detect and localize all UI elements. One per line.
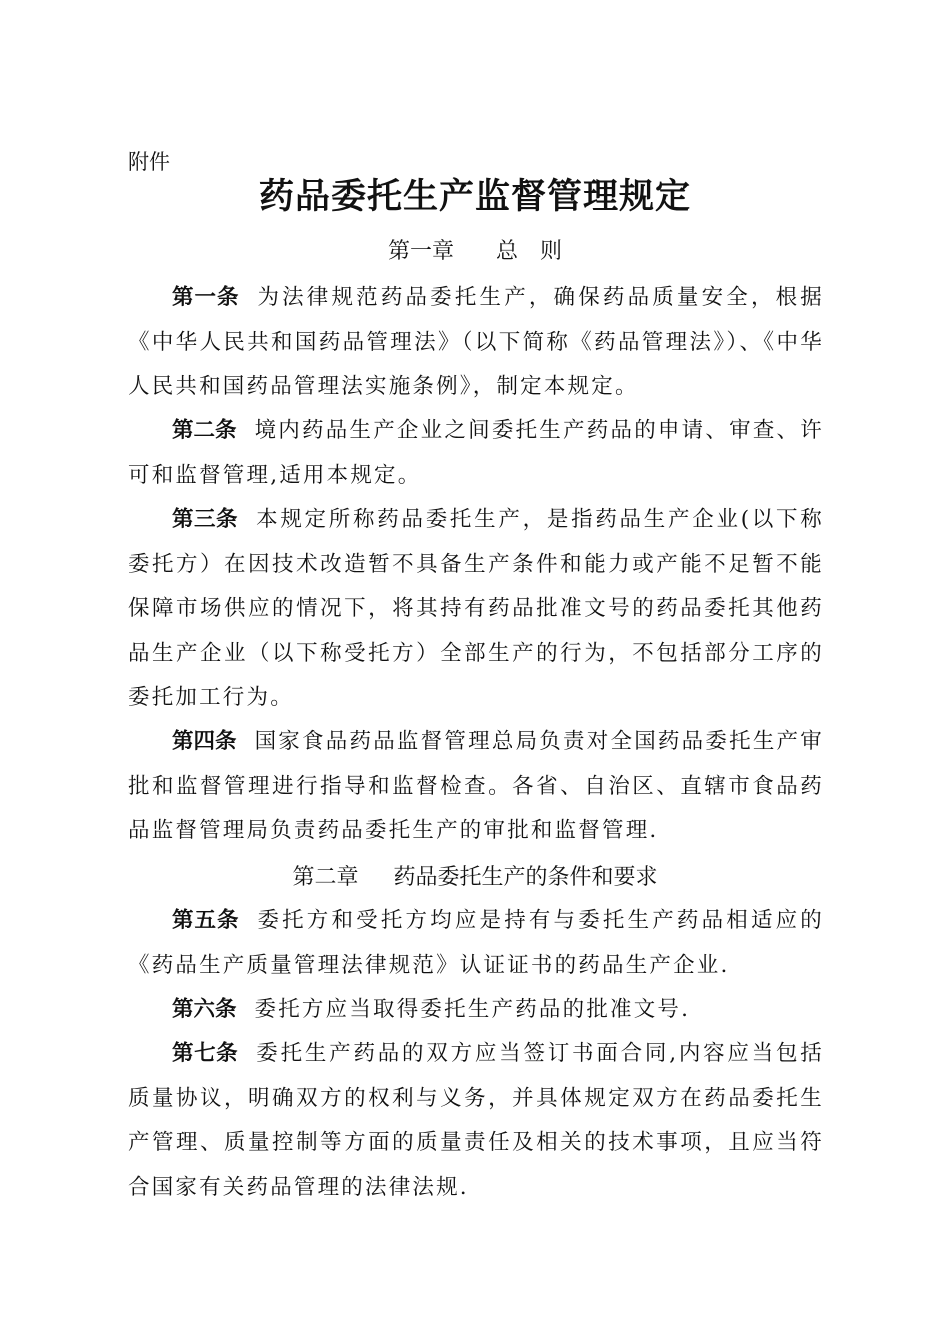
article — [128, 409, 824, 498]
attachment-label: 附件 — [128, 150, 170, 174]
chapter-number: 第一章 — [388, 239, 455, 264]
article-text: 国家食品药品监督管理总局负责对全国药品委托生产审批和监督管理进行指导和监督检查。各省、自治区、直辖市食品药品监督管理局负责药品委托生产的审批和监督管理. — [128, 729, 824, 843]
article-label: 第六条 — [172, 997, 237, 1022]
article — [128, 988, 824, 1033]
article-label: 第三条 — [172, 507, 239, 532]
chapter-heading — [0, 236, 950, 268]
document-title: 药品委托生产监督管理规定 — [258, 177, 691, 217]
article-text: 委托方应当取得委托生产药品的批准文号. — [254, 997, 691, 1022]
chapter-name: 总 则 — [495, 239, 562, 264]
article-text: 委托方和受托方均应是持有与委托生产药品相适应的《药品生产质量管理法律规范》认证证书的药品生产企业. — [128, 908, 824, 978]
article-label: 第一条 — [172, 285, 240, 310]
article-label: 第五条 — [172, 908, 240, 933]
article — [128, 498, 824, 721]
chapter-number: 第二章 — [292, 865, 359, 890]
article-label: 第四条 — [172, 729, 237, 754]
article-text: 为法律规范药品委托生产，确保药品质量安全，根据《中华人民共和国药品管理法》（以下简称《药品管理法》）、《中华人民共和国药品管理法实施条例》，制定本规定。 — [128, 285, 824, 399]
chapter-name: 药品委托生产的条件和要求 — [393, 865, 658, 890]
chapter-heading — [0, 862, 950, 894]
article — [128, 1032, 824, 1210]
article-label: 第七条 — [172, 1041, 239, 1066]
article — [128, 276, 824, 410]
article-text: 境内药品生产企业之间委托生产药品的申请、审查、许可和监督管理,适用本规定。 — [128, 418, 824, 488]
article-text: 本规定所称药品委托生产，是指药品生产企业(以下称委托方）在因技术改造暂不具备生产条件和能力或产能不足暂不能保障市场供应的情况下，将其持有药品批准文号的药品委托其他药品生产企业（以下称受托方）全部生产的行为，不包括部分工序的委托加工行为。 — [128, 507, 824, 710]
article — [128, 899, 824, 988]
article-label: 第二条 — [172, 418, 237, 443]
article-text: 委托生产药品的双方应当签订书面合同,内容应当包括质量协议，明确双方的权利与义务，并具体规定双方在药品委托生产管理、质量控制等方面的质量责任及相关的技术事项，且应当符合国家有关药品管理的法律法规. — [128, 1041, 824, 1200]
article — [128, 720, 824, 854]
